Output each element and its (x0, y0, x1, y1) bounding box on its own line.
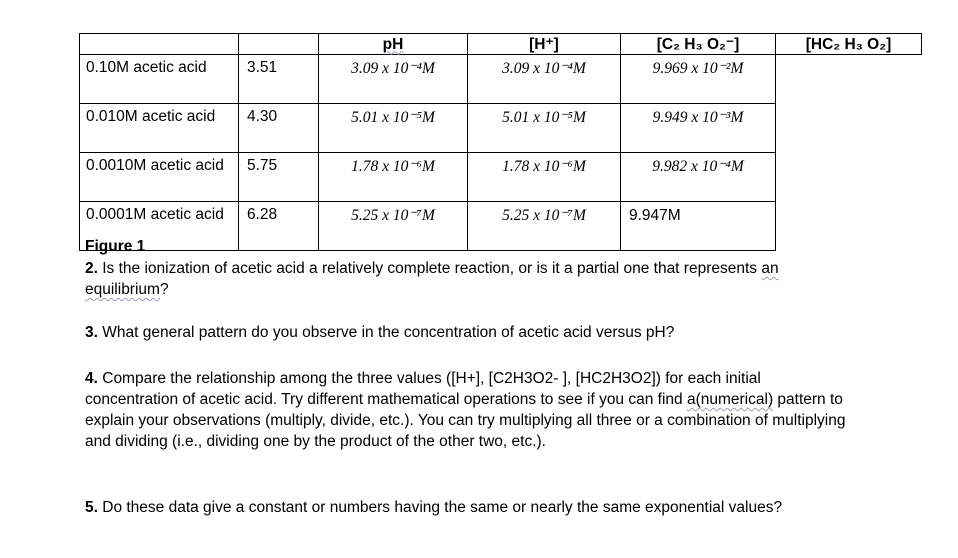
figure-label: Figure 1 (85, 238, 146, 255)
question-text: Compare the relationship among the three values ([H+], [C2H3O2- ], [HC2H3O2]) for each initial concentration of acetic acid. Try different mathematical operations to see if you can find (85, 370, 761, 408)
question-2 (85, 258, 855, 300)
row-hc2h3o2: 9.949 x 10⁻³M (621, 104, 776, 153)
row-ph: 3.51 (239, 55, 319, 104)
row-hc2h3o2: 9.982 x 10⁻⁴M (621, 153, 776, 202)
row-c2h3o2: 5.25 x 10⁻⁷M (468, 202, 621, 251)
row-c2h3o2: 5.01 x 10⁻⁵M (468, 104, 621, 153)
header-ph: pH (319, 34, 468, 55)
row-label: 0.010M acetic acid (80, 104, 239, 153)
table-header-row (80, 34, 922, 55)
row-label: 0.0001M acetic acid (80, 202, 239, 251)
question-number: 2. (85, 260, 98, 277)
row-ph: 6.28 (239, 202, 319, 251)
question-text: ? (159, 281, 169, 298)
row-ph: 5.75 (239, 153, 319, 202)
row-hc2h3o2: 9.947M (621, 202, 776, 251)
row-h: 5.01 x 10⁻⁵M (319, 104, 468, 153)
question-text-flagged: a(numerical) (686, 391, 774, 408)
header-hc2h3o2: [HC₂ H₃ O₂] (776, 34, 922, 55)
table-row (80, 55, 922, 104)
table-row (80, 153, 922, 202)
header-cell-blank-2 (239, 34, 319, 55)
question-text-flagged: an equilibrium (85, 260, 779, 298)
question-text: What general pattern do you observe in the concentration of acetic acid versus pH? (97, 324, 675, 341)
row-h: 1.78 x 10⁻⁶M (319, 153, 468, 202)
header-c2h3o2: [C₂ H₃ O₂⁻] (621, 34, 776, 55)
question-number: 3. (85, 324, 98, 341)
row-label: 0.0010M acetic acid (80, 153, 239, 202)
row-h: 5.25 x 10⁻⁷M (319, 202, 468, 251)
row-h: 3.09 x 10⁻⁴M (319, 55, 468, 104)
table-row (80, 104, 922, 153)
row-hc2h3o2: 9.969 x 10⁻²M (621, 55, 776, 104)
data-table (79, 33, 922, 251)
header-h: [H⁺] (468, 34, 621, 55)
question-text: Is the ionization of acetic acid a relatively complete reaction, or is it a partial one that represents (97, 260, 762, 277)
question-number: 5. (85, 499, 98, 516)
question-5 (85, 497, 855, 518)
row-ph: 4.30 (239, 104, 319, 153)
question-4 (85, 368, 855, 452)
row-c2h3o2: 1.78 x 10⁻⁶M (468, 153, 621, 202)
question-text: Do these data give a constant or numbers having the same or nearly the same exponential values? (97, 499, 783, 516)
question-3 (85, 322, 855, 343)
header-cell-blank-1 (80, 34, 239, 55)
question-text: pattern to explain your observations (multiply, divide, etc.). You can try multiplying all three or a combination of multiplying and dividing (i.e., dividing one by the product of the other two, etc.). (85, 391, 846, 450)
question-number: 4. (85, 370, 98, 387)
row-label: 0.10M acetic acid (80, 55, 239, 104)
row-c2h3o2: 3.09 x 10⁻⁴M (468, 55, 621, 104)
